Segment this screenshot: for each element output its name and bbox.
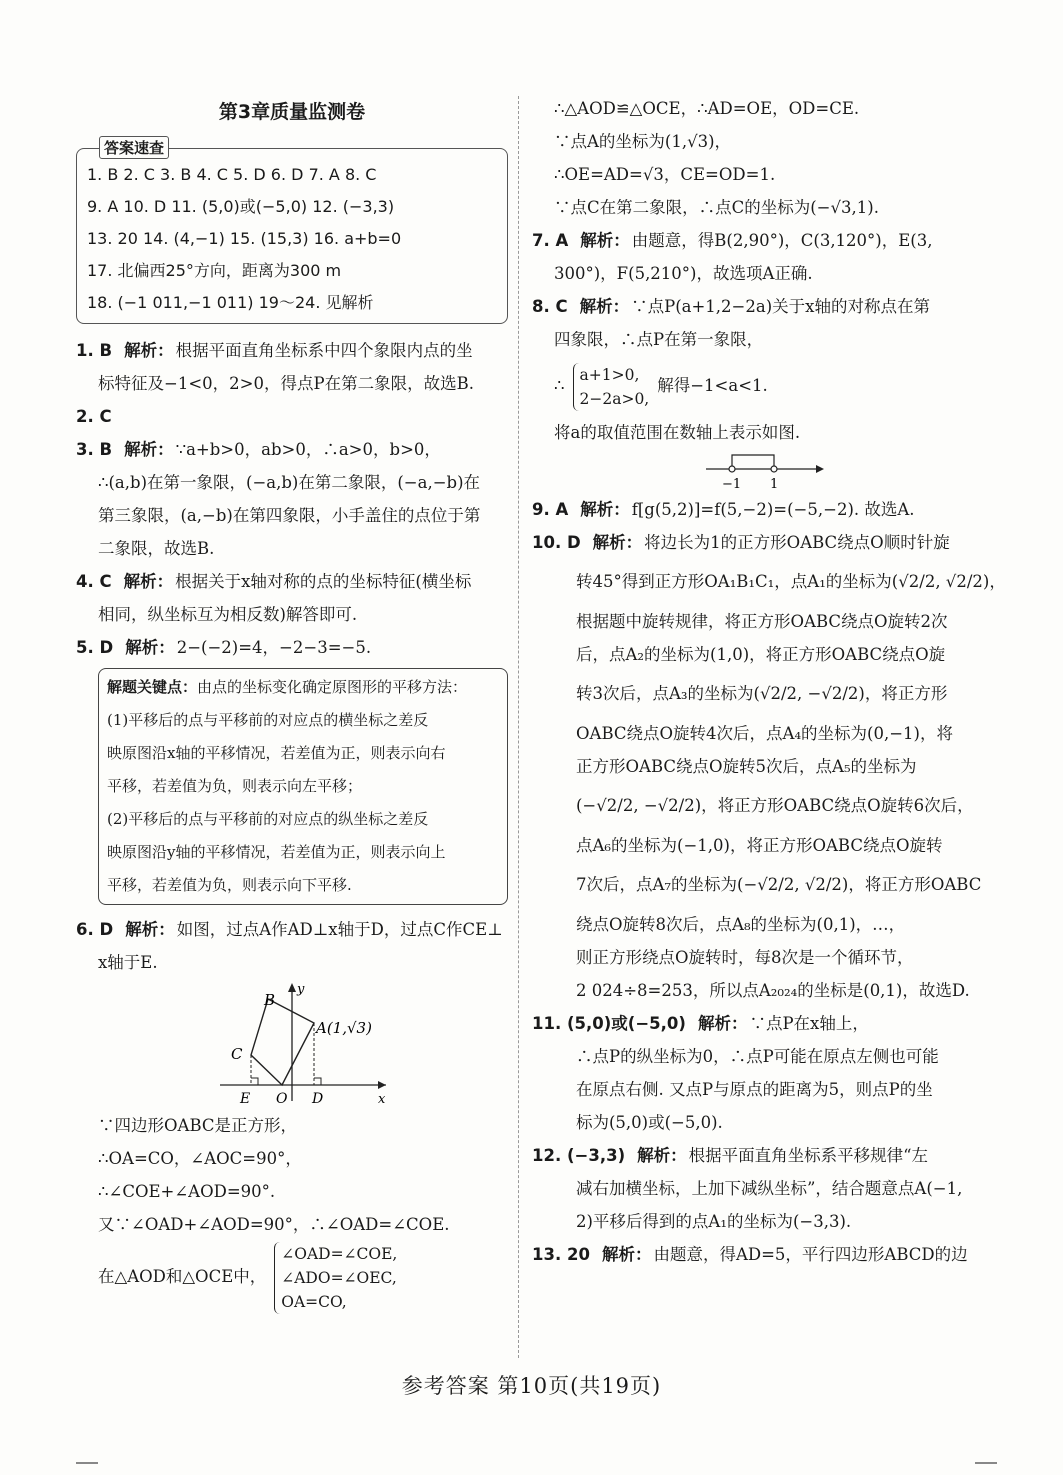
answer-text: (−√2/2, −√2/2)，将正方形OABC绕点O旋转6次后， bbox=[576, 796, 974, 815]
answer-text: 将a的取值范围在数轴上表示如图. bbox=[554, 423, 801, 442]
label-c: C bbox=[231, 1045, 243, 1063]
question-number: 9. A bbox=[532, 500, 569, 519]
analysis-label: 解析： bbox=[124, 341, 174, 360]
analysis-label: 解析： bbox=[637, 1146, 687, 1165]
quick-answer-box bbox=[76, 139, 508, 324]
quick-row: 17. 北偏西25°方向，距离为300 m bbox=[87, 261, 342, 280]
answer-text: 第三象限，(a,−b)在第四象限，小手盖住的点位于第 bbox=[98, 506, 481, 525]
analysis-label: 解析： bbox=[697, 1014, 748, 1033]
key-point-text: 平移，若差值为负，则表示向下平移. bbox=[107, 876, 352, 894]
answer-9 bbox=[532, 493, 982, 526]
answer-text: 后，点A₂的坐标为(1,0)，将正方形OABC绕点O旋 bbox=[576, 645, 946, 664]
answer-system-line bbox=[76, 1241, 508, 1314]
analysis-label: 解析： bbox=[125, 638, 175, 657]
answer-text: x轴于E. bbox=[98, 953, 158, 972]
quick-row: 9. A 10. D 11. (5,0)或(−5,0) 12. (−3,3) bbox=[87, 197, 395, 216]
answer-text: ∴△AOD≌△OCE，∴AD=OE，OD=CE. bbox=[554, 99, 860, 118]
answer-13 bbox=[532, 1238, 982, 1271]
page-title: 第3章质量监测卷 bbox=[218, 101, 366, 123]
answer-text: 标为(5,0)或(−5,0). bbox=[576, 1113, 723, 1132]
answer-text: 二象限，故选B. bbox=[98, 539, 215, 558]
answer-text: 2)平移后得到的点A₁的坐标为(−3,3). bbox=[576, 1212, 852, 1231]
answer-1 bbox=[76, 334, 508, 400]
analysis-label: 解析： bbox=[579, 297, 630, 316]
question-number: 11. (5,0)或(−5,0) bbox=[532, 1014, 686, 1033]
analysis-label: 解析： bbox=[592, 533, 643, 552]
question-number: 10. D bbox=[532, 533, 581, 552]
inequality-line bbox=[532, 356, 982, 416]
quick-row: 13. 20 14. (4,−1) 15. (15,3) 16. a+b=0 bbox=[87, 229, 402, 248]
answer-text: 在△AOD和△OCE中， bbox=[98, 1267, 267, 1286]
analysis-label: 解析： bbox=[124, 440, 174, 459]
answer-11 bbox=[532, 1007, 982, 1139]
answer-text: ∴OA=CO，∠AOC=90°， bbox=[98, 1149, 302, 1168]
analysis-label: 解析： bbox=[123, 572, 174, 591]
left-column bbox=[76, 92, 508, 1314]
answer-12 bbox=[532, 1139, 982, 1238]
key-point-text: (2)平移后的点与平移前的对应点的纵坐标之差反 bbox=[107, 810, 429, 828]
equation: ∠ADO=∠OEC, bbox=[281, 1268, 397, 1287]
number-line bbox=[532, 449, 982, 493]
question-number: 3. B bbox=[76, 440, 113, 459]
inequality-system bbox=[573, 363, 650, 411]
key-point-text: 映原图沿x轴的平移情况，若差值为正，则表示向右 bbox=[107, 744, 446, 762]
key-point-text: 映原图沿y轴的平移情况，若差值为正，则表示向上 bbox=[107, 843, 446, 861]
answer-text: 300°)，F(5,210°)，故选项A正确. bbox=[554, 264, 813, 283]
answer-text: 2−(−2)=4，−2−3=−5. bbox=[176, 638, 372, 657]
analysis-label: 解析： bbox=[125, 920, 175, 939]
answer-text: 由题意，得B(2,90°)，C(3,120°)，E(3, bbox=[631, 231, 933, 250]
key-point-box bbox=[98, 668, 508, 905]
corner-mark bbox=[76, 1462, 98, 1464]
question-number: 6. D bbox=[76, 920, 114, 939]
answer-text: ∵四边形OABC是正方形， bbox=[98, 1116, 297, 1135]
key-point-text: 由点的坐标变化确定原图形的平移方法： bbox=[197, 678, 468, 696]
answer-text: 又∵∠OAD+∠AOD=90°，∴∠OAD=∠COE. bbox=[98, 1215, 450, 1234]
answer-text: ∵a+b>0，ab>0，∴a>0，b>0， bbox=[175, 440, 441, 459]
inequality: 2−2a>0, bbox=[579, 389, 650, 408]
equation: OA=CO, bbox=[281, 1292, 347, 1311]
right-column bbox=[532, 92, 1006, 1271]
answer-4 bbox=[76, 565, 508, 631]
answer-text: 转45°得到正方形OA₁B₁C₁，点A₁的坐标为(√2/2, √2/2)， bbox=[576, 572, 1006, 591]
label-x: x bbox=[378, 1092, 386, 1107]
question-number: 13. 20 bbox=[532, 1245, 590, 1264]
page-footer: 参考答案 第10页(共19页) bbox=[401, 1374, 662, 1398]
key-point-text: (1)平移后的点与平移前的对应点的横坐标之差反 bbox=[107, 711, 429, 729]
answer-8 bbox=[532, 290, 982, 493]
equation-system bbox=[274, 1242, 397, 1314]
answer-text: 绕点O旋转8次后，点A₈的坐标为(0,1)，…， bbox=[576, 915, 906, 934]
answer-7 bbox=[532, 224, 982, 290]
question-number: 2. C bbox=[76, 407, 112, 426]
answer-text: 减右加横坐标，上加下减纵坐标”，结合题意点A(−1, bbox=[576, 1179, 963, 1198]
column-divider bbox=[518, 96, 519, 1358]
answer-text: ∴ bbox=[554, 376, 565, 395]
answer-text: ∴OE=AD=√3，CE=OD=1. bbox=[554, 165, 776, 184]
key-point-text: 平移，若差值为负，则表示向左平移； bbox=[107, 777, 363, 795]
answer-text: 将边长为1的正方形OABC绕点O顺时针旋 bbox=[644, 533, 950, 552]
corner-mark bbox=[975, 1462, 997, 1464]
label-b: B bbox=[264, 991, 276, 1009]
question-number: 1. B bbox=[76, 341, 113, 360]
answer-text: 根据关于x轴对称的点的坐标特征(横坐标 bbox=[175, 572, 472, 591]
label-y: y bbox=[297, 982, 305, 997]
answer-6-continued bbox=[532, 92, 982, 224]
answer-text: 根据平面直角坐标系平移规律“左 bbox=[688, 1146, 929, 1165]
answer-10 bbox=[532, 526, 1006, 1007]
answer-text: 由题意，得AD=5，平行四边形ABCD的边 bbox=[653, 1245, 968, 1264]
answer-text: ∴(a,b)在第一象限，(−a,b)在第二象限，(−a,−b)在 bbox=[98, 473, 481, 492]
quick-answer-label: 答案速查 bbox=[99, 136, 169, 159]
label-e: E bbox=[240, 1091, 251, 1107]
label-o: O bbox=[276, 1091, 288, 1107]
analysis-label: 解析： bbox=[580, 500, 630, 519]
tick-1: 1 bbox=[770, 477, 779, 492]
label-a: A(1,√3) bbox=[316, 1019, 372, 1037]
answer-text: 四象限，∴点P在第一象限， bbox=[554, 330, 764, 349]
answer-text: ∴∠COE+∠AOD=90°. bbox=[98, 1182, 276, 1201]
answer-text: ∵点P(a+1,2−2a)关于x轴的对称点在第 bbox=[631, 297, 930, 316]
question-number: 8. C bbox=[532, 297, 568, 316]
answer-text: 如图，过点A作AD⊥x轴于D，过点C作CE⊥ bbox=[176, 920, 503, 939]
analysis-label: 解析： bbox=[580, 231, 630, 250]
quick-row: 1. B 2. C 3. B 4. C 5. D 6. D 7. A 8. C bbox=[87, 165, 377, 184]
equation: ∠OAD=∠COE, bbox=[281, 1244, 398, 1263]
answer-text: 根据平面直角坐标系中四个象限内点的坐 bbox=[175, 341, 473, 360]
answer-6 bbox=[76, 913, 508, 1314]
answer-text: 标特征及−1<0，2>0，得点P在第二象限，故选B. bbox=[98, 374, 474, 393]
answer-text: f[g(5,2)]=f(5,−2)=(−5,−2). 故选A. bbox=[631, 500, 915, 519]
answer-text: 2 024÷8=253，所以点A₂₀₂₄的坐标是(0,1)，故选D. bbox=[576, 981, 970, 1000]
answer-text: OABC绕点O旋转4次后，点A₄的坐标为(0,−1)，将 bbox=[576, 724, 953, 743]
answer-text: ∵点P在x轴上， bbox=[749, 1014, 869, 1033]
answer-text: 7次后，点A₇的坐标为(−√2/2, √2/2)，将正方形OABC bbox=[576, 875, 982, 894]
answer-3 bbox=[76, 433, 508, 565]
question-number: 7. A bbox=[532, 231, 569, 250]
answer-text: 转3次后，点A₃的坐标为(√2/2, −√2/2)，将正方形 bbox=[576, 684, 948, 703]
answer-text: ∵点C在第二象限，∴点C的坐标为(−√3,1). bbox=[554, 198, 879, 217]
answer-5 bbox=[76, 631, 508, 664]
answer-text: ∴点P的纵坐标为0，∴点P可能在原点左侧也可能 bbox=[576, 1047, 939, 1066]
question-number: 12. (−3,3) bbox=[532, 1146, 626, 1165]
answer-text: 解得−1<a<1. bbox=[657, 376, 768, 395]
square-figure bbox=[76, 979, 508, 1109]
answer-text: 根据题中旋转规律，将正方形OABC绕点O旋转2次 bbox=[576, 612, 948, 631]
quick-row: 18. (−1 011,−1 011) 19～24. 见解析 bbox=[87, 293, 374, 312]
answer-text: 点A₆的坐标为(−1,0)，将正方形OABC绕点O旋转 bbox=[576, 836, 943, 855]
question-number: 4. C bbox=[76, 572, 112, 591]
key-point-title: 解题关键点： bbox=[107, 678, 198, 696]
answer-2 bbox=[76, 400, 508, 433]
answer-text: 在原点右侧. 又点P与原点的距离为5，则点P的坐 bbox=[576, 1080, 933, 1099]
answer-text: ∵点A的坐标为(1,√3)， bbox=[554, 132, 732, 151]
answer-text: 则正方形绕点O旋转时，每8次是一个循环节， bbox=[576, 948, 914, 967]
analysis-label: 解析： bbox=[601, 1245, 652, 1264]
label-d: D bbox=[312, 1091, 324, 1107]
inequality: a+1>0, bbox=[579, 365, 640, 384]
tick-neg1: −1 bbox=[722, 477, 742, 492]
answer-text: 相同，纵坐标互为相反数)解答即可. bbox=[98, 605, 358, 624]
question-number: 5. D bbox=[76, 638, 114, 657]
answer-text: 正方形OABC绕点O旋转5次后，点A₅的坐标为 bbox=[576, 757, 917, 776]
